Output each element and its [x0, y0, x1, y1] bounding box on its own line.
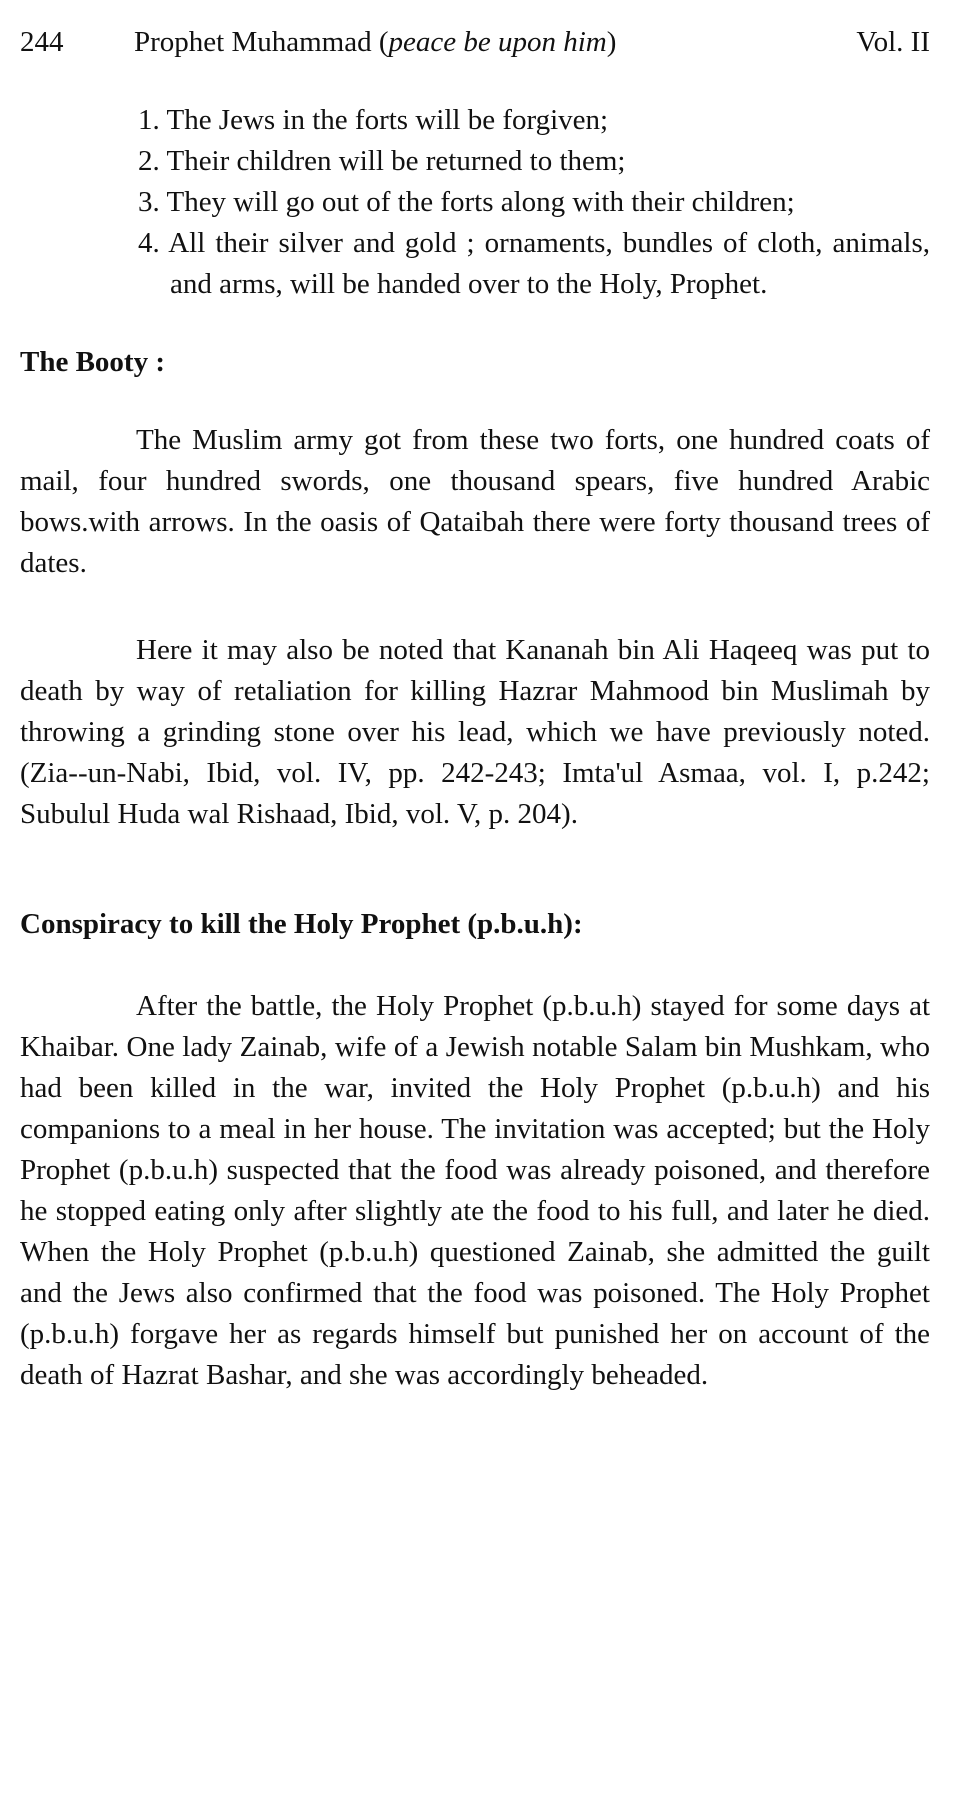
- term-item-1: 1. The Jews in the forts will be forgiven;: [138, 104, 609, 136]
- term-item-4: 4. All their silver and gold ; ornaments, bundles of cloth, animals, and arms, will be handed over to the Holy, Prophet.: [138, 227, 930, 300]
- conspiracy-paragraph: After the battle, the Holy Prophet (p.b.u.h) stayed for some days at Khaibar. One lady Zainab, wife of a Jewish notable Salam bin Mushkam, who had been killed in the war, invited the Holy Prophet (p.b.u.h) and his companions to a meal in her house. The invitation was accepted; but the Holy Prophet (p.b.u.h) suspected that the food was already poisoned, and therefore he stopped eating only after slightly ate the food to his full, and later he died. When the Holy Prophet (p.b.u.h) questioned Zainab, she admitted the guilt and the Jews also confirmed that the food was poisoned. The Holy Prophet (p.b.u.h) forgave her as regards himself but punished her on account of the death of Hazrat Bashar, and she was accordingly beheaded.: [20, 990, 930, 1391]
- terms-list: [138, 100, 930, 305]
- page-header: [20, 22, 930, 62]
- volume-label: Vol. II: [856, 26, 930, 58]
- conspiracy-heading: Conspiracy to kill the Holy Prophet (p.b.u.h):: [20, 908, 583, 940]
- running-title-close: ): [606, 26, 617, 58]
- running-title: [134, 22, 616, 62]
- retaliation-paragraph: Here it may also be noted that Kananah bin Ali Haqeeq was put to death by way of retaliation for killing Hazrar Mahmood bin Muslimah by throwing a grinding stone over his lead, which we have previously noted. (Zia--un-Nabi, Ibid, vol. IV, pp. 242-243; Imta'ul Asmaa, vol. I, p.242; Subulul Huda wal Rishaad, Ibid, vol. V, p. 204).: [20, 634, 930, 830]
- booty-paragraph: The Muslim army got from these two forts, one hundred coats of mail, four hundred swords, one thousand spears, five hundred Arabic bows.with arrows. In the oasis of Qataibah there were forty thousand trees of dates.: [20, 424, 930, 579]
- term-item-3: 3. They will go out of the forts along with their children;: [138, 186, 795, 218]
- running-title-italic: peace be upon him: [388, 26, 607, 58]
- term-item-2: 2. Their children will be returned to them;: [138, 145, 626, 177]
- page-number: 244: [20, 26, 64, 58]
- running-title-main: Prophet Muhammad (: [134, 26, 389, 58]
- booty-heading: The Booty :: [20, 346, 165, 378]
